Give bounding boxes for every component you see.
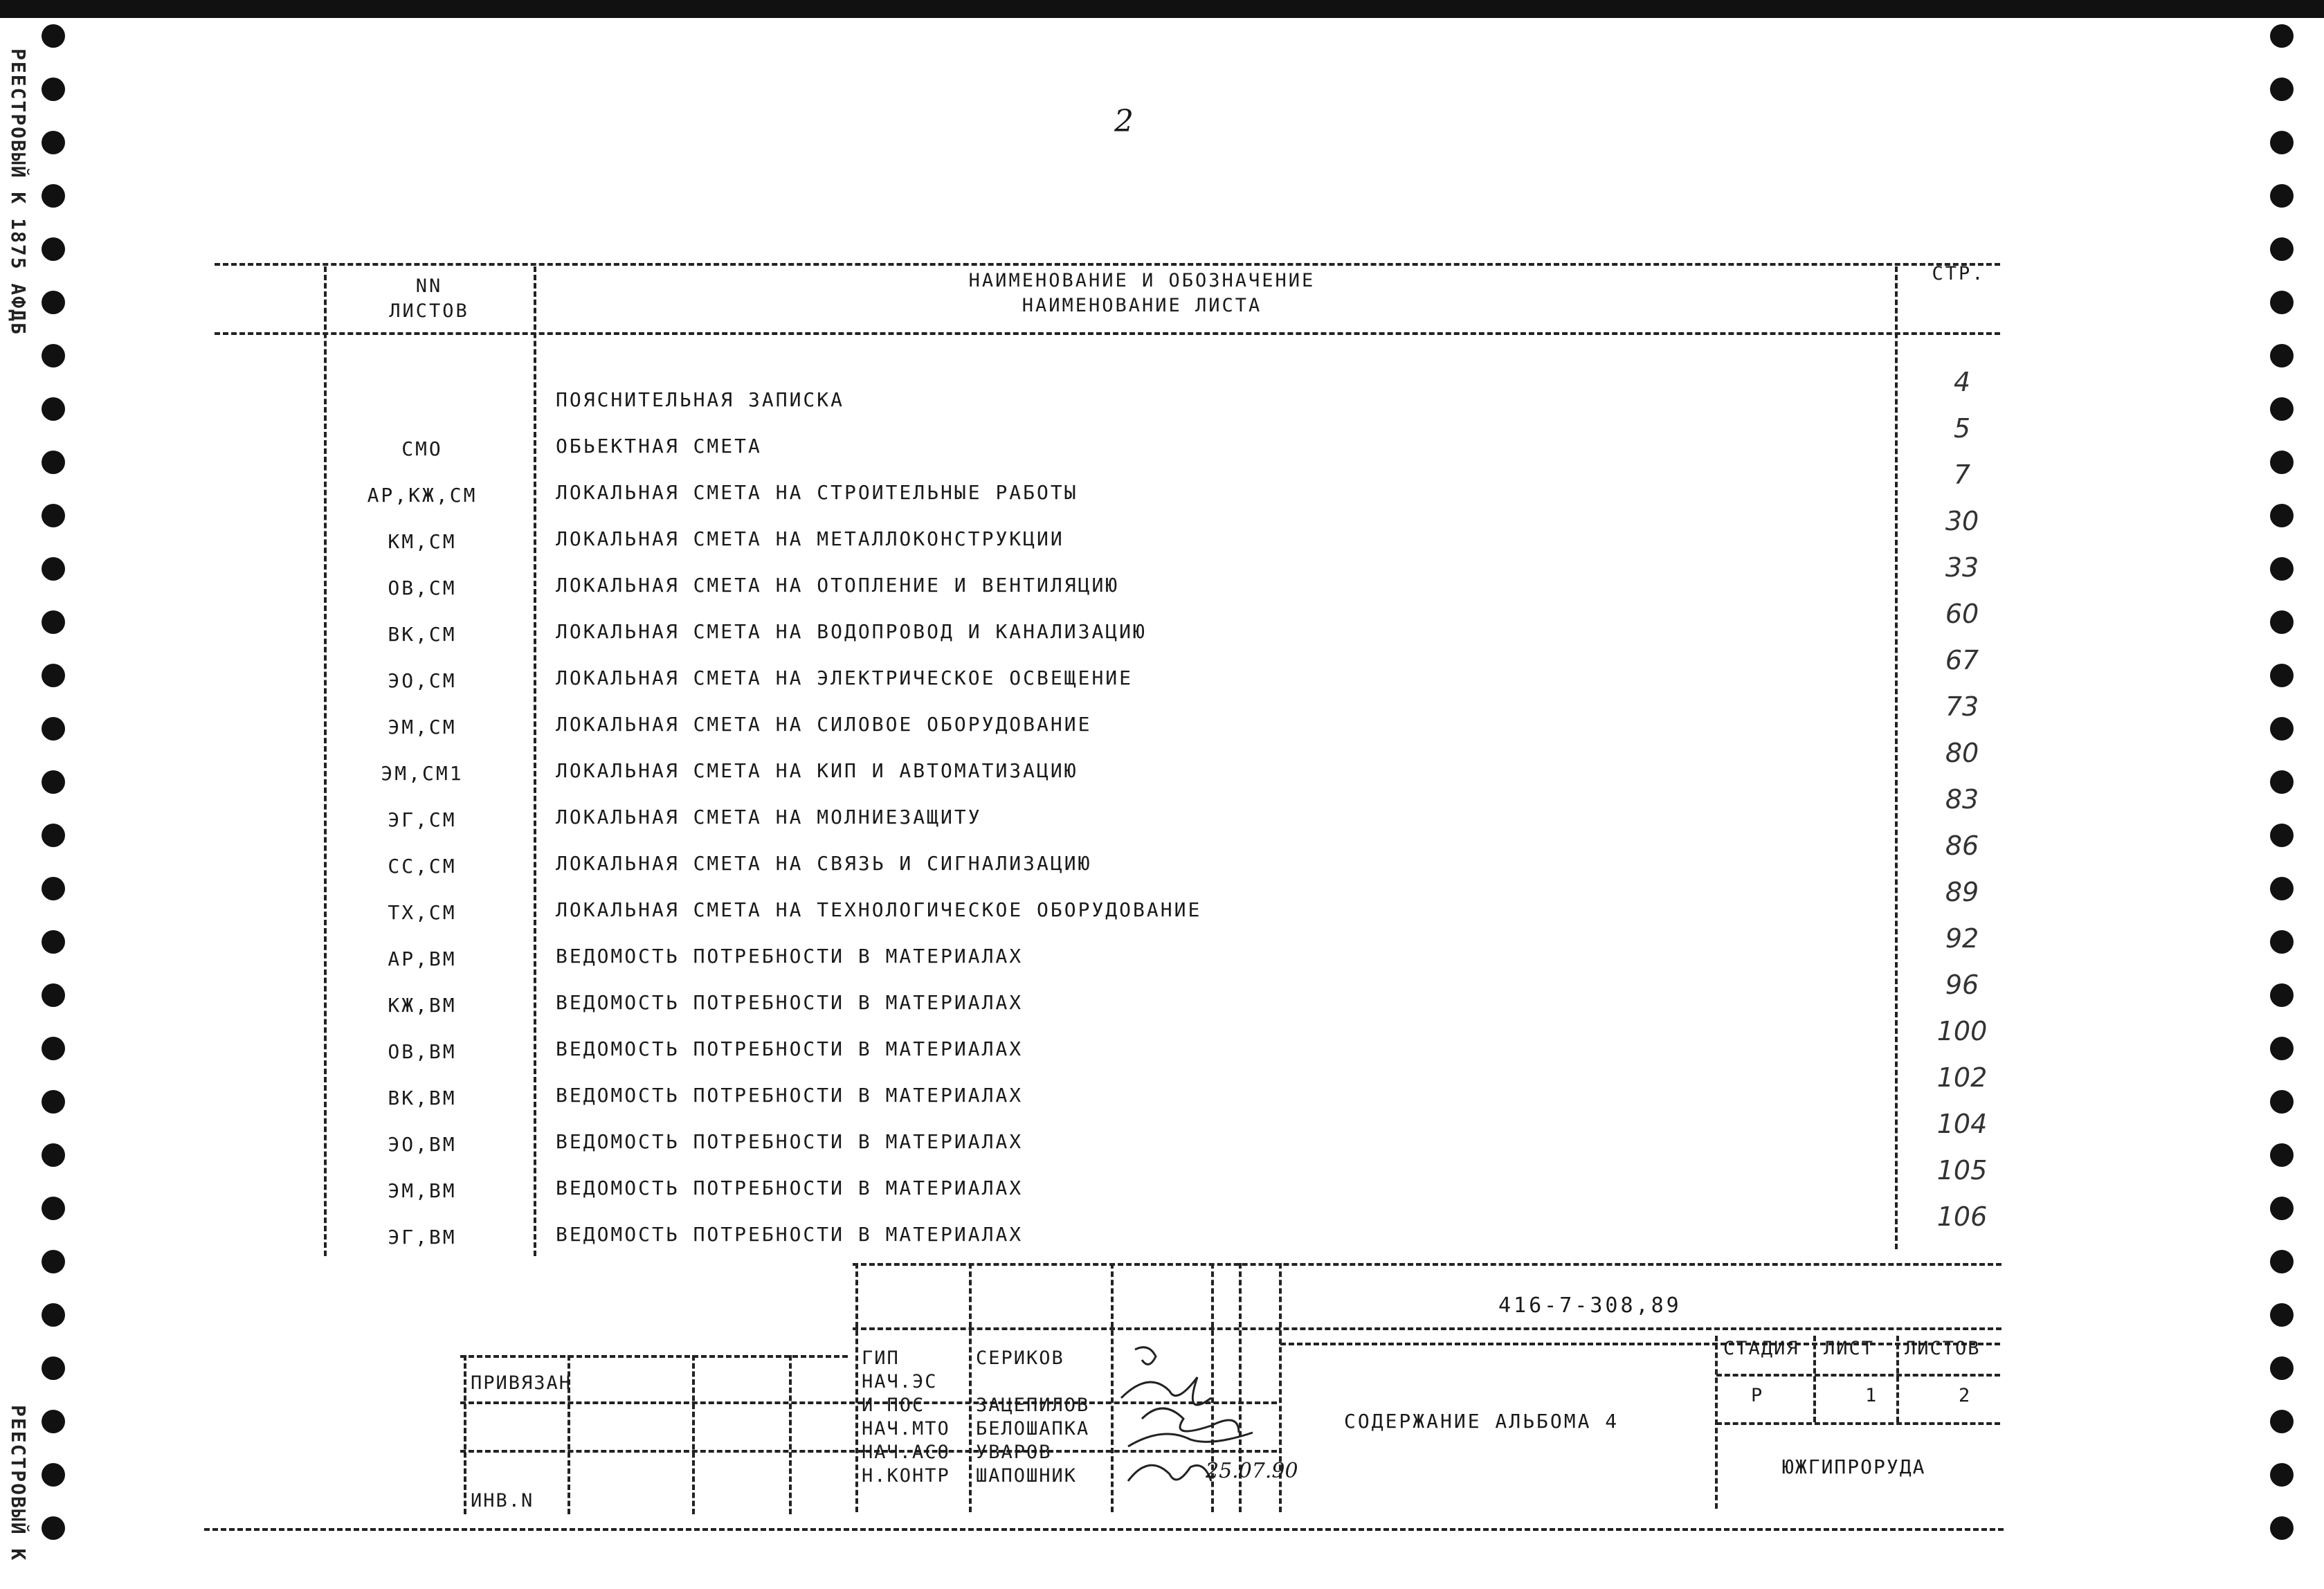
row-name: ЛОКАЛЬНАЯ СМЕТА НА КИП И АВТОМАТИЗАЦИЮ	[556, 759, 1078, 782]
perforation-hole	[2270, 770, 2294, 794]
row-code: АР,КЖ,СМ	[367, 484, 478, 507]
stage-value: Р	[1751, 1385, 1764, 1406]
signature-date: 25.07.90	[1206, 1459, 1298, 1483]
perforation-hole	[42, 824, 65, 847]
row-page: 7	[1953, 460, 1971, 490]
row-code: ВК,СМ	[388, 623, 457, 646]
row-page: 67	[1945, 645, 1979, 675]
perforation-hole	[42, 717, 65, 741]
row-code: ЭМ,ВМ	[388, 1179, 457, 1202]
perforation-hole	[2270, 664, 2294, 687]
role-label: Н.КОНТР	[862, 1465, 950, 1487]
perforation-hole	[2270, 237, 2294, 261]
tb-bottom-rule	[204, 1528, 2004, 1531]
perforation-hole	[2270, 131, 2294, 154]
sheets-label: ЛИСТОВ	[1905, 1338, 1981, 1359]
tb-rule-2	[853, 1327, 2001, 1330]
row-name: ВЕДОМОСТЬ ПОТРЕБНОСТИ В МАТЕРИАЛАХ	[556, 1223, 1024, 1246]
row-page: 33	[1945, 552, 1979, 583]
perforation-hole	[42, 24, 65, 48]
perforation-hole	[2270, 1410, 2294, 1433]
tb-divider-12	[692, 1355, 695, 1514]
perforation-hole	[42, 1143, 65, 1167]
perforation-hole	[2270, 1090, 2294, 1114]
row-page: 102	[1936, 1062, 1988, 1093]
perforation-hole	[2270, 451, 2294, 474]
table-left-divider	[324, 266, 327, 1256]
sheets-value: 2	[1959, 1385, 1972, 1406]
role-name: СЕРИКОВ	[976, 1347, 1064, 1369]
row-page: 92	[1945, 923, 1979, 954]
row-name: ЛОКАЛЬНАЯ СМЕТА НА ОТОПЛЕНИЕ И ВЕНТИЛЯЦИЮ	[556, 574, 1120, 597]
row-page: 105	[1936, 1155, 1988, 1186]
tb-divider-8	[1813, 1336, 1816, 1422]
tb-stage-rule	[1716, 1374, 2000, 1377]
tb-divider-3	[1111, 1263, 1114, 1512]
row-name: ВЕДОМОСТЬ ПОТРЕБНОСТИ В МАТЕРИАЛАХ	[556, 1037, 1024, 1060]
role-name: УВАРОВ	[976, 1442, 1052, 1463]
perforation-hole	[2270, 1356, 2294, 1380]
table-page-divider	[1895, 266, 1898, 1249]
row-page: 30	[1945, 506, 1979, 536]
row-code: ЭМ,СМ1	[381, 762, 464, 785]
perforation-hole	[2270, 1037, 2294, 1060]
row-page: 60	[1945, 599, 1979, 629]
row-name: ВЕДОМОСТЬ ПОТРЕБНОСТИ В МАТЕРИАЛАХ	[556, 1084, 1024, 1107]
tb-rule-3	[1280, 1343, 2000, 1345]
tb-divider-13	[789, 1355, 792, 1514]
perforation-hole	[42, 930, 65, 954]
perforation-hole	[42, 877, 65, 900]
row-page: 100	[1936, 1016, 1988, 1046]
perforation-hole	[42, 1250, 65, 1273]
perforation-hole	[42, 131, 65, 154]
perforation-hole	[42, 983, 65, 1007]
row-page: 4	[1953, 367, 1971, 397]
row-name: ЛОКАЛЬНАЯ СМЕТА НА СТРОИТЕЛЬНЫЕ РАБОТЫ	[556, 481, 1078, 504]
perforation-hole	[2270, 1516, 2294, 1540]
row-page: 80	[1945, 738, 1979, 768]
role-name: БЕЛОШАПКА	[976, 1418, 1090, 1440]
row-code: ОВ,ВМ	[388, 1040, 457, 1063]
row-name: ЛОКАЛЬНАЯ СМЕТА НА СИЛОВОЕ ОБОРУДОВАНИЕ	[556, 713, 1092, 736]
perforation-hole	[42, 1090, 65, 1114]
album-title: СОДЕРЖАНИЕ АЛЬБОМА 4	[1344, 1410, 1619, 1433]
perforation-hole	[2270, 983, 2294, 1007]
inventory-number-label: ИНВ.N	[471, 1490, 534, 1511]
tb-org-rule	[1716, 1422, 2000, 1425]
page-number: 2	[1114, 104, 1134, 139]
perforation-hole	[2270, 717, 2294, 741]
row-code: ВК,ВМ	[388, 1087, 457, 1109]
perforation-hole	[2270, 24, 2294, 48]
role-label: НАЧ.МТО	[862, 1418, 950, 1440]
tb-divider-2	[969, 1263, 972, 1512]
perforation-hole	[2270, 504, 2294, 527]
row-code: АР,ВМ	[388, 947, 457, 970]
bound-label: ПРИВЯЗАН	[471, 1372, 572, 1394]
row-page: 86	[1945, 830, 1979, 861]
header-name: НАИМЕНОВАНИЕ И ОБОЗНАЧЕНИЕ НАИМЕНОВАНИЕ ЛИСТА	[968, 270, 1316, 316]
header-page: СТР.	[1932, 263, 1986, 284]
perforation-hole	[2270, 1250, 2294, 1273]
role-name: ЗАЦЕПИЛОВ	[976, 1395, 1090, 1416]
margin-stamp-top: РЕЕСТРОВЫЙ К 1875 АФДБ	[7, 48, 30, 336]
row-name: ВЕДОМОСТЬ ПОТРЕБНОСТИ В МАТЕРИАЛАХ	[556, 1177, 1024, 1199]
table-top-rule	[215, 263, 2000, 266]
perforation-hole	[2270, 344, 2294, 367]
perforation-hole	[42, 397, 65, 421]
tb-divider-1	[855, 1263, 858, 1512]
margin-stamp-bottom: РЕЕСТРОВЫЙ К	[7, 1405, 30, 1562]
row-name: ПОЯСНИТЕЛЬНАЯ ЗАПИСКА	[556, 388, 845, 411]
perforation-hole	[2270, 610, 2294, 634]
perforation-hole	[2270, 397, 2294, 421]
tb-divider-9	[1896, 1336, 1899, 1422]
role-label: ГИП	[862, 1347, 900, 1369]
row-code: ЭО,ВМ	[388, 1133, 457, 1156]
perforation-hole	[42, 1197, 65, 1220]
row-page: 106	[1936, 1201, 1988, 1232]
perforation-hole	[42, 664, 65, 687]
sheet-label: ЛИСТ	[1824, 1338, 1875, 1359]
document-code: 416-7-308,89	[1498, 1293, 1682, 1318]
row-name: ЛОКАЛЬНАЯ СМЕТА НА ТЕХНОЛОГИЧЕСКОЕ ОБОРУДОВАНИЕ	[556, 898, 1202, 921]
perforation-hole	[2270, 1463, 2294, 1487]
row-name: ЛОКАЛЬНАЯ СМЕТА НА ВОДОПРОВОД И КАНАЛИЗАЦИЮ	[556, 620, 1147, 643]
row-name: ЛОКАЛЬНАЯ СМЕТА НА СВЯЗЬ И СИГНАЛИЗАЦИЮ	[556, 852, 1092, 875]
role-name: ШАПОШНИК	[976, 1465, 1078, 1487]
row-page: 5	[1953, 413, 1971, 444]
row-code: СМО	[401, 437, 443, 460]
perforation-hole	[42, 1303, 65, 1327]
perforation-hole	[42, 1463, 65, 1487]
paper-top-edge	[0, 0, 2324, 18]
table-header-rule	[215, 332, 2000, 335]
row-code: ЭМ,СМ	[388, 716, 457, 738]
perforation-hole	[42, 557, 65, 581]
perforation-hole	[42, 184, 65, 208]
role-label: НАЧ.АСО	[862, 1442, 950, 1463]
perforation-hole	[42, 291, 65, 314]
row-page: 104	[1936, 1109, 1988, 1139]
tb-divider-7	[1715, 1336, 1718, 1509]
row-page: 73	[1945, 691, 1979, 722]
perforation-hole	[2270, 877, 2294, 900]
row-code: КЖ,ВМ	[388, 994, 457, 1017]
role-label: И ПОС	[862, 1395, 925, 1416]
row-name: ОБЬЕКТНАЯ СМЕТА	[556, 435, 762, 457]
perforation-hole	[2270, 291, 2294, 314]
tb-top-rule	[853, 1263, 2001, 1266]
perforation-hole	[2270, 78, 2294, 101]
row-code: ОВ,СМ	[388, 576, 457, 599]
perforation-hole	[42, 770, 65, 794]
table-code-divider	[534, 266, 536, 1256]
row-code: ЭО,СМ	[388, 669, 457, 692]
sheet-value: 1	[1865, 1385, 1878, 1406]
perforation-hole	[2270, 184, 2294, 208]
row-name: ЛОКАЛЬНАЯ СМЕТА НА МОЛНИЕЗАЩИТУ	[556, 806, 982, 828]
header-sheets: NN ЛИСТОВ	[389, 275, 469, 322]
row-code: ЭГ,СМ	[388, 808, 457, 831]
row-page: 89	[1945, 877, 1979, 907]
row-page: 96	[1945, 970, 1979, 1000]
perforation-hole	[42, 344, 65, 367]
row-name: ЛОКАЛЬНАЯ СМЕТА НА МЕТАЛЛОКОНСТРУКЦИИ	[556, 527, 1064, 550]
row-code: ЭГ,ВМ	[388, 1226, 457, 1248]
perforation-hole	[42, 451, 65, 474]
perforation-hole	[42, 504, 65, 527]
perforation-hole	[42, 237, 65, 261]
organization-name: ЮЖГИПРОРУДА	[1782, 1455, 1926, 1478]
perforation-hole	[2270, 824, 2294, 847]
row-name: ЛОКАЛЬНАЯ СМЕТА НА ЭЛЕКТРИЧЕСКОЕ ОСВЕЩЕНИЕ	[556, 666, 1134, 689]
perforation-hole	[42, 1410, 65, 1433]
perforation-hole	[2270, 1143, 2294, 1167]
perforation-hole	[2270, 557, 2294, 581]
perforation-hole	[42, 1516, 65, 1540]
row-code: ТХ,СМ	[388, 901, 457, 924]
perforation-hole	[42, 78, 65, 101]
row-page: 83	[1945, 784, 1979, 815]
perforation-hole	[42, 1356, 65, 1380]
perforation-hole	[2270, 1303, 2294, 1327]
role-label: НАЧ.ЭС	[862, 1371, 938, 1392]
tb-divider-10	[464, 1355, 466, 1514]
perforation-hole	[42, 1037, 65, 1060]
row-name: ВЕДОМОСТЬ ПОТРЕБНОСТИ В МАТЕРИАЛАХ	[556, 1130, 1024, 1153]
perforation-hole	[2270, 1197, 2294, 1220]
perforation-hole	[42, 610, 65, 634]
row-name: ВЕДОМОСТЬ ПОТРЕБНОСТИ В МАТЕРИАЛАХ	[556, 991, 1024, 1014]
perforation-hole	[2270, 930, 2294, 954]
row-code: СС,СМ	[388, 855, 457, 878]
row-name: ВЕДОМОСТЬ ПОТРЕБНОСТИ В МАТЕРИАЛАХ	[556, 945, 1024, 968]
row-code: КМ,СМ	[388, 530, 457, 553]
stage-label: СТАДИЯ	[1723, 1338, 1799, 1359]
